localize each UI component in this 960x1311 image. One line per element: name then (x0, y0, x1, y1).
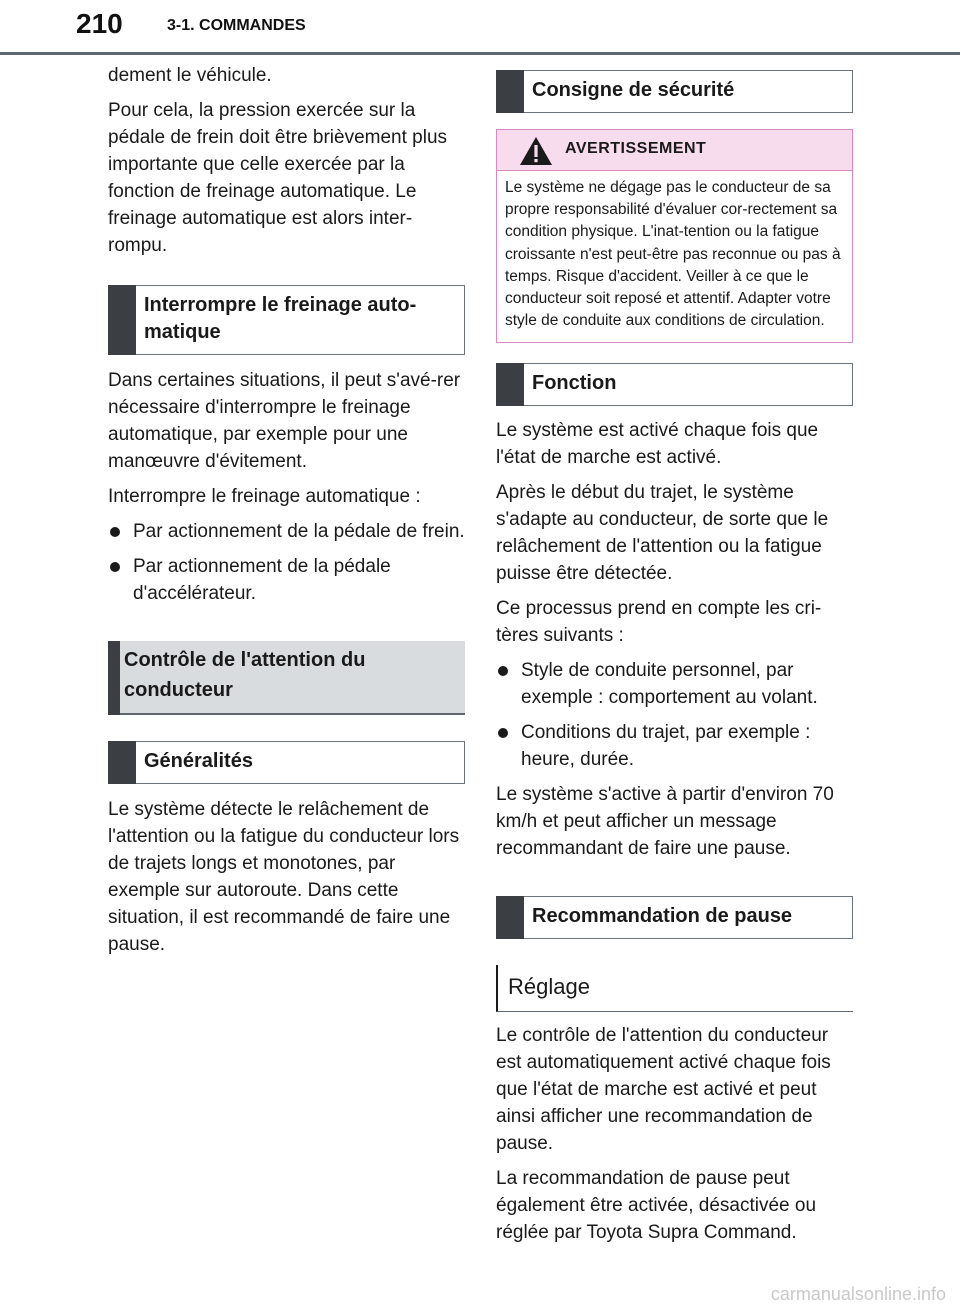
bullet-list (496, 657, 853, 773)
paragraph: Ce processus prend en compte les cri-tères suivants : (496, 598, 822, 647)
paragraph: Le système est activé chaque fois que l'état de marche est activé. (496, 420, 819, 469)
section-heading-consigne: Consigne de sécurité (496, 70, 853, 113)
bullet-list (108, 518, 465, 607)
list-item: Conditions du trajet, par exemple : heure, durée. (496, 719, 853, 773)
warning-box (496, 129, 853, 343)
right-column (496, 70, 853, 1254)
paragraph: La recommandation de pause peut également être activée, désactivée ou réglée par Toyota Supra Command. (496, 1168, 817, 1244)
paragraph: Interrompre le freinage automatique : (108, 486, 421, 507)
section-heading-interrompre: Interrompre le freinage auto-matique (108, 285, 465, 355)
paragraph: dement le véhicule. (108, 65, 272, 86)
list-item: Par actionnement de la pédale d'accélérateur. (108, 553, 465, 607)
warning-title: AVERTISSEMENT (565, 140, 707, 157)
footer-watermark: carmanualsonline.info (770, 1284, 946, 1304)
bullet-icon (498, 666, 508, 676)
paragraph: Après le début du trajet, le système s'adapte au conducteur, de sorte que le relâchement de l'attention ou la fatigue puisse être détectée. (496, 482, 829, 585)
section-heading-fonction: Fonction (496, 363, 853, 406)
section-heading-pause: Recommandation de pause (496, 896, 853, 939)
bullet-icon (110, 527, 120, 537)
list-item: Style de conduite personnel, par exemple : comportement au volant. (496, 657, 853, 711)
paragraph: Le système s'active à partir d'environ 70 km/h et peut afficher un message recommandant de faire une pause. (496, 784, 834, 860)
paragraph: Le contrôle de l'attention du conducteur est automatiquement activé chaque fois que l'état de marche est activé et peut ainsi afficher une recommandation de pause. (496, 1025, 831, 1155)
chapter-section-heading: Contrôle de l'attention du conducteur (108, 641, 465, 715)
warning-header (497, 130, 852, 171)
left-column (108, 62, 465, 966)
paragraph: Pour cela, la pression exercée sur la pédale de frein doit être brièvement plus importante que celle exercée par la fonction de freinage automatique. Le freinage automatique est alors inter-rompu. (108, 100, 448, 256)
bullet-icon (498, 728, 508, 738)
bullet-icon (110, 562, 120, 572)
warning-icon (519, 136, 553, 166)
section-heading-generalites: Généralités (108, 741, 465, 784)
warning-text: Le système ne dégage pas le conducteur de sa propre responsabilité d'évaluer cor-rectement sa condition physique. L'inat-tention ou la fatigue croissante n'est peut-être pas reconnue ou pas à temps. Risque d'accident. Veiller à ce que le conducteur soit reposé et attentif. Adapter votre style de conduite aux conditions de circulation. (505, 179, 841, 330)
paragraph: Dans certaines situations, il peut s'avé-rer nécessaire d'interrompre le freinage automatique, par exemple pour une manœuvre d'évitement. (108, 370, 461, 472)
heading-bar (496, 70, 524, 113)
page-number: 210 (76, 8, 123, 39)
heading-bar (108, 741, 136, 784)
heading-bar (496, 363, 524, 406)
page-header (0, 0, 960, 55)
subheading-reglage: Réglage (496, 965, 853, 1012)
heading-bar (108, 641, 120, 715)
heading-bar (108, 285, 136, 355)
chapter-title: 3-1. COMMANDES (167, 17, 306, 34)
list-item: Par actionnement de la pédale de frein. (108, 518, 465, 545)
paragraph: Le système détecte le relâchement de l'attention ou la fatigue du conducteur lors de trajets longs et monotones, par exemple sur autoroute. Dans cette situation, il est recommandé de faire une pause. (108, 799, 460, 955)
heading-bar (496, 896, 524, 939)
